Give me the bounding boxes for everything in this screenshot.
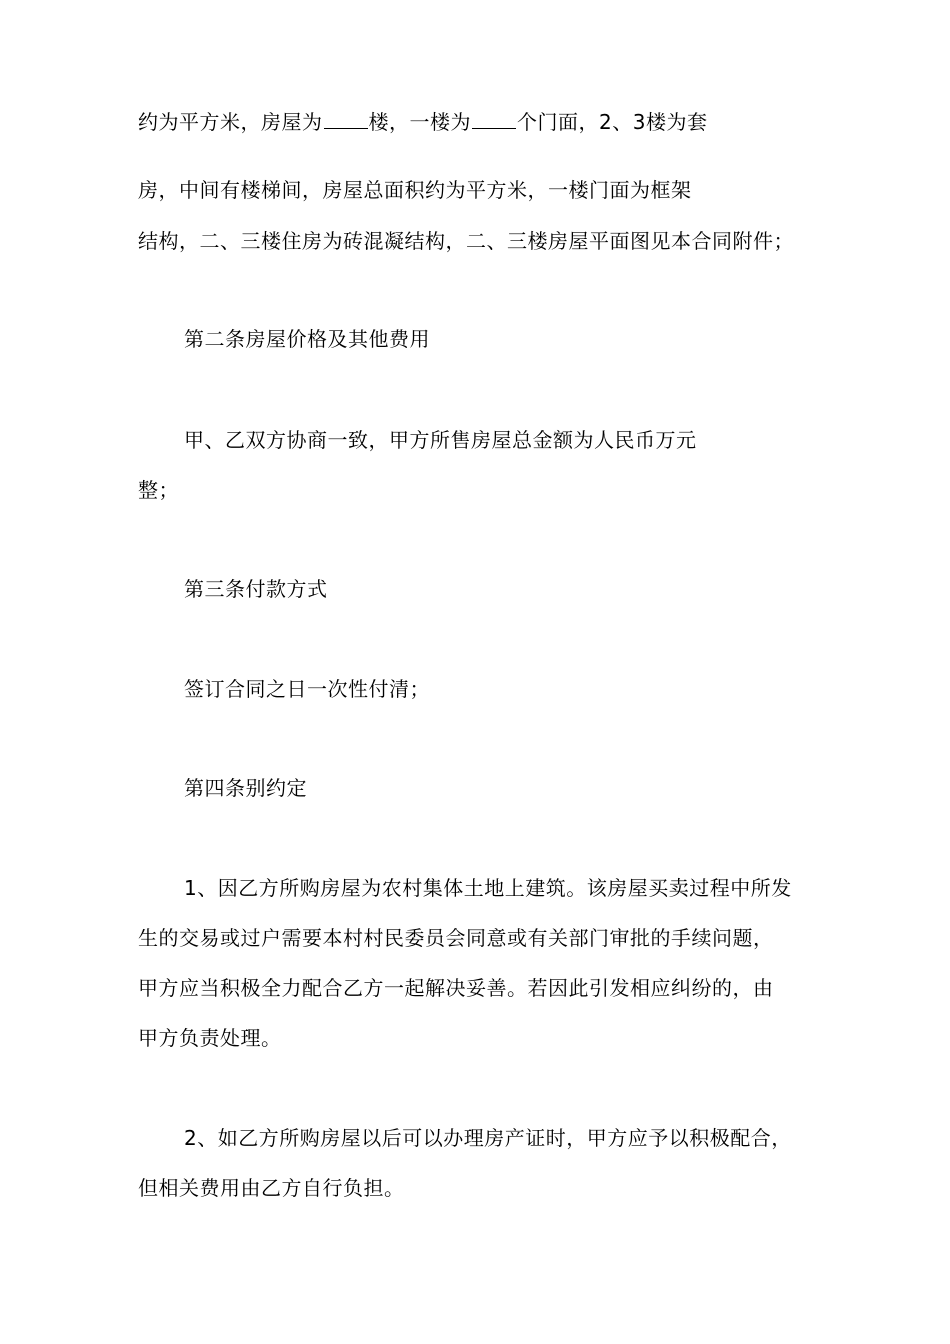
article4-item1-line4: 甲方负责处理。 [138, 1026, 282, 1050]
blank-storefront-count [472, 110, 516, 129]
article2-heading: 第二条房屋价格及其他费用 [184, 327, 430, 351]
article4-item1-line2: 生的交易或过户需要本村村民委员会同意或有关部门审批的手续问题， [138, 926, 774, 950]
article4-item1-line3: 甲方应当积极全力配合乙方一起解决妥善。若因此引发相应纠纷的，由 [138, 976, 774, 1000]
article2-text-line2: 整； [138, 478, 179, 502]
section1-line1-part3: 个门面，2、3楼为套 [517, 110, 708, 134]
section1-line1 [138, 110, 707, 134]
blank-floor-count [324, 110, 368, 129]
article3-heading: 第三条付款方式 [184, 577, 328, 601]
section1-line1-part2: 楼，一楼为 [368, 110, 471, 134]
section1-line2: 房，中间有楼梯间，房屋总面积约为平方米，一楼门面为框架 [138, 178, 692, 202]
article4-item2-line1: 2、如乙方所购房屋以后可以办理房产证时，甲方应予以积极配合， [184, 1126, 792, 1150]
article2-text-line1: 甲、乙双方协商一致，甲方所售房屋总金额为人民币万元 [184, 428, 697, 452]
article4-heading: 第四条别约定 [184, 776, 307, 800]
article4-item2-line2: 但相关费用由乙方自行负担。 [138, 1176, 405, 1200]
section1-line1-part1: 约为平方米，房屋为 [138, 110, 323, 134]
section1-line3: 结构，二、三楼住房为砖混凝结构，二、三楼房屋平面图见本合同附件； [138, 229, 794, 253]
article3-text: 签订合同之日一次性付清； [184, 677, 430, 701]
article4-item1-line1: 1、因乙方所购房屋为农村集体土地上建筑。该房屋买卖过程中所发 [184, 876, 792, 900]
